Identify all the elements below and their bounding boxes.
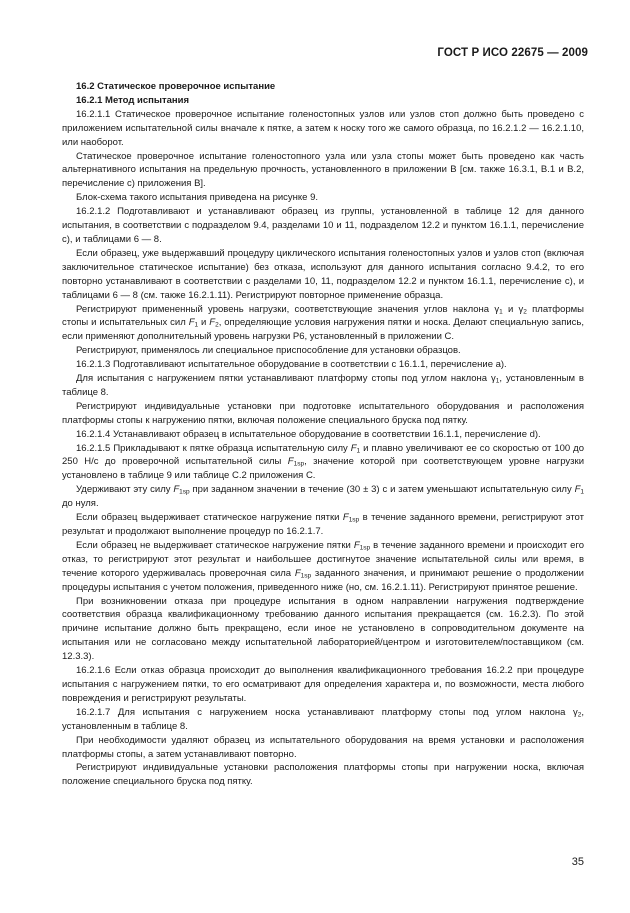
- page-content: [62, 80, 584, 789]
- paragraph: Если образец, уже выдержавший процедуру циклического испытания голеностопных узлов и узлов стоп (включая заключительное статическое испытание) без отказа, используют для данного испытания согласно 9.4.2, то его повторно устанавливают в соответствии с разделами 10, 11, подразделом 12.2 и пунктом 16.1.1, перечисление с), и таблицами 6 — 8 (см. также 16.2.1.11). Регистрируют повторное применение образца.: [62, 247, 584, 301]
- document-header: ГОСТ Р ИСО 22675 — 2009: [437, 47, 588, 59]
- paragraph: 16.2.1.4 Устанавливают образец в испытательное оборудование в соответствии 16.1.1, перечисление d).: [76, 428, 541, 440]
- paragraph: Регистрируют индивидуальные установки расположения платформы стопы при нагружении носка, включая положение специального бруска под пятку.: [62, 762, 584, 788]
- paragraph: Удерживают эту силу $F_{1sp}$ при заданном значении в течение (30 ± 3) с и затем уменьшают испытательную силу $F_1$ до нуля.: [62, 484, 585, 510]
- page-number: 35: [571, 856, 584, 868]
- subsection-heading: 16.2.1 Метод испытания: [76, 94, 190, 106]
- paragraph: 16.2.1.2 Подготавливают и устанавливают образец из группы, установленной в таблице 12 для данного испытания, в соответствии с подразделом 9.4, разделами 10 и 11, подразделом 12.2 и пунктом 16.1.1, перечисление с), и таблицами 6 — 8.: [62, 206, 584, 245]
- paragraph: Блок-схема такого испытания приведена на рисунке 9.: [76, 192, 319, 204]
- section-heading: 16.2 Статическое проверочное испытание: [76, 81, 276, 92]
- paragraph: 16.2.1.3 Подготавливают испытательное оборудование в соответствии с 16.1.1, перечисление а).: [76, 359, 507, 371]
- paragraph: При необходимости удаляют образец из испытательного оборудования на время установки и расположения платформы стопы, а затем устанавливают повторно.: [62, 734, 584, 760]
- paragraph: Регистрируют индивидуальные установки при подготовке испытательного оборудования и расположения платформы стопы к нагружению пятки, включая положение специального бруска под пятку.: [62, 400, 584, 426]
- paragraph: Если образец выдерживает статическое нагружение пятки $F_{1sp}$ в течение заданного времени, регистрируют этот результат и продолжают выполнение процедур по 16.2.1.7.: [62, 512, 584, 537]
- paragraph: При возникновении отказа при процедуре испытания в одном направлении нагружения подтверждение соответствия образца квалификационному требованию данного испытания прекращается (см. 16.2.3). По этой причине испытание должно быть прекращено, если иное не установлено в сопроводительном документе на испытания или не согласовано между испытательной лабораторией/центром и изготовителем/поставщиком (см. 12.3.3).: [62, 595, 584, 663]
- paragraph: Для испытания с нагружением пятки устанавливают платформу стопы под углом наклона $\gamma_1$, установленным в таблице 8.: [62, 373, 584, 398]
- paragraph: 16.2.1.5 Прикладывают к пятке образца испытательную силу $F_1$ и плавно увеличивают ее со скоростью от 100 до 250 Н/с до проверочной испытательной силы $F_{1sp}$, значение которой при соответствующем уровне нагрузки установлено в таблице 9 или таблице С.2 приложения С.: [62, 442, 584, 482]
- paragraph-list: [62, 108, 584, 789]
- paragraph: Статическое проверочное испытание голеностопного узла или узла стопы может быть проведено как часть альтернативного испытания на предельную прочность, установленного в приложении В [см. также 16.3.1, В.1 и В.2, перечисление с) приложения В].: [62, 150, 584, 190]
- paragraph: 16.2.1.1 Статическое проверочное испытание голеностопных узлов или узлов стоп должно быть проведено с приложением испытательной силы вначале к пятке, а затем к носку того же самого образца, по 16.2.1.2 — 16.2.1.10, или наоборот.: [62, 108, 584, 148]
- paragraph: Если образец не выдерживает статическое нагружение пятки $F_{1sp}$ в течение заданного времени и происходит его отказ, то регистрируют этот результат и наибольшее достигнутое значение испытательной силы или время, в течение которого удерживалась проверочная сила $F_{1sp}$ заданного значения, и принимают решение о продолжении процедуры испытания с учетом положения, приведенного ниже (но, см. 16.2.1.11). Регистрируют принятое решение.: [62, 539, 584, 593]
- paragraph: Регистрируют примененный уровень нагрузки, соответствующие значения углов наклона $\gamma_1$ и $\gamma_2$ платформы стопы и испытательных сил $F_1$ и $F_2$, определяющие условия нагружения пятки и носка. Делают специальную запись, если применяют дополнительный уровень нагрузки Р6, установленный в приложении С.: [62, 303, 585, 343]
- paragraph: 16.2.1.6 Если отказ образца происходит до выполнения квалификационного требования 16.2.2 при процедуре испытания с нагружением пятки, то его осматривают для определения характера и, по возможности, места любого повреждения и регистрируют результаты.: [62, 665, 584, 704]
- paragraph: 16.2.1.7 Для испытания с нагружением носка устанавливают платформу стопы под углом наклона $\gamma_2$, установленным в таблице 8.: [62, 706, 584, 732]
- paragraph: Регистрируют, применялось ли специальное приспособление для установки образцов.: [76, 345, 461, 357]
